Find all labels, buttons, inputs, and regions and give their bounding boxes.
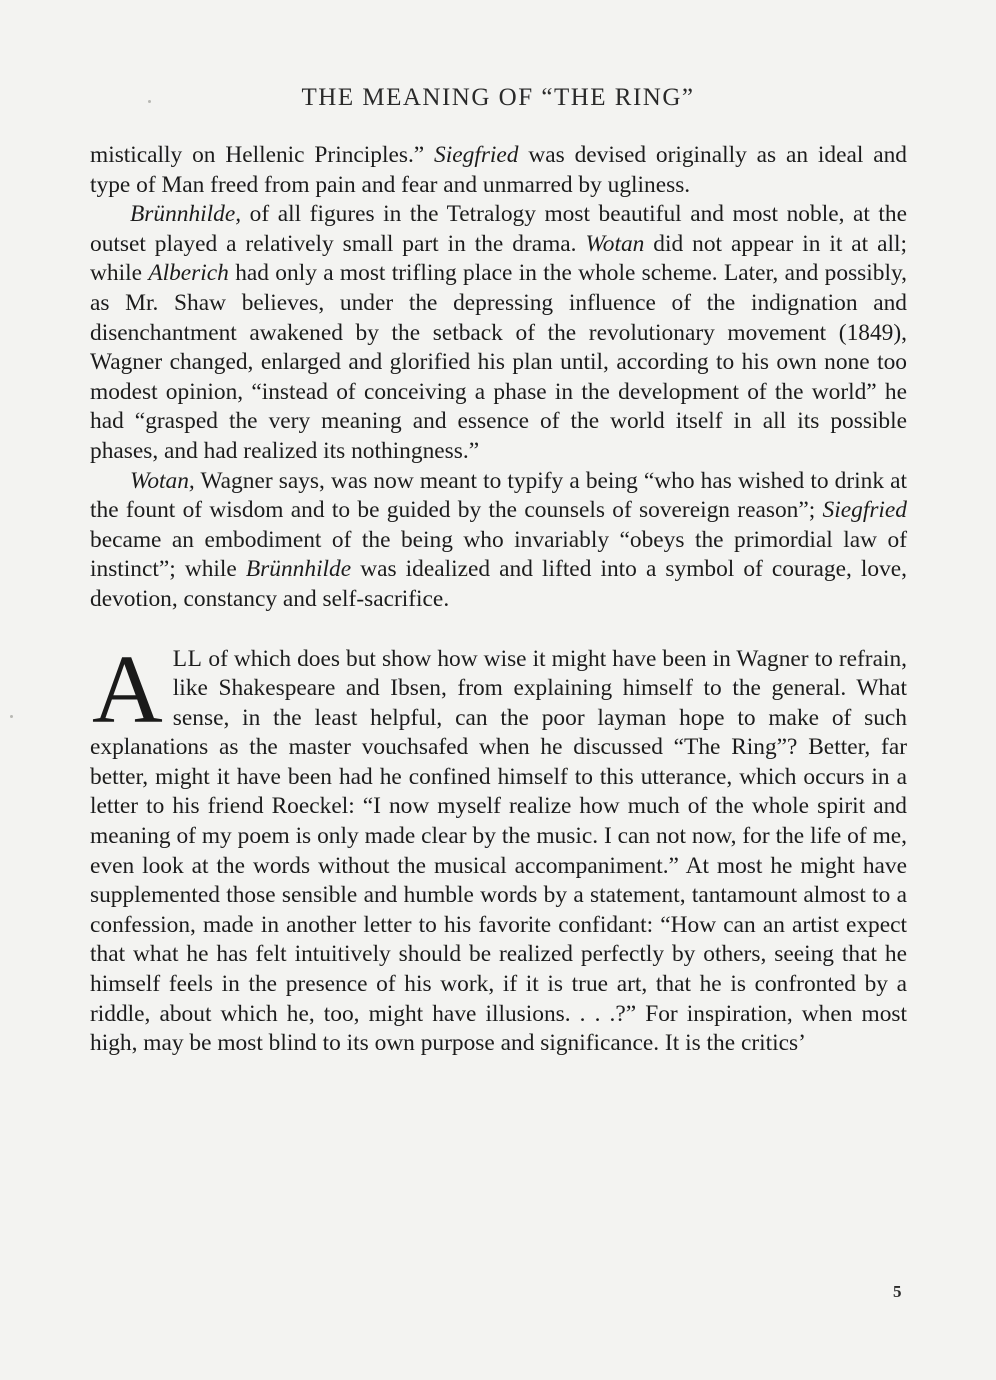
lead-in-caps: LL xyxy=(172,645,203,672)
body-text xyxy=(90,141,907,1059)
running-head: THE MEANING OF “THE RING” xyxy=(301,84,695,111)
emphasis-siegfried: Siegfried xyxy=(434,142,519,168)
paper-speck xyxy=(10,715,13,718)
emphasis-siegfried: Siegfried xyxy=(822,497,907,524)
drop-cap: A xyxy=(92,635,163,744)
emphasis-wotan: Wotan, xyxy=(130,467,195,494)
emphasis-alberich: Alberich xyxy=(148,260,229,287)
paragraph-4: ALL of which does but show how wise it might have been in Wagner to refrain, like Shakespeare and Ibsen, from explaining himself to the general. What sense, in the least helpful, can the poor layman hope to make of such explanations as the master vouchsafed when he discussed “The Ring”? Better, far better, might it have been had he confined himself to this utterance, which occurs in a letter to his friend Roeckel: “I now myself realize how much of the whole spirit and meaning of my poem is only made clear by the music. I can not now, for the life of me, even look at the words without the musical accompaniment.” At most he might have supplemented those sensible and humble words by a statement, tantamount almost to a confession, made in another letter to his favorite confidant: “How can an artist expect that what he has felt intuitively should be realized perfectly by others, seeing that he himself feels in the presence of his work, if it is true art, that he is confronted by a riddle, about which he, too, might have illusions. . . .?” For inspiration, when most high, may be most blind to its own purpose and significance. It is the critics’ xyxy=(90,635,907,1057)
page-number: 5 xyxy=(893,1282,902,1301)
paragraph-2: Brünnhilde, of all figures in the Tetralogy most beautiful and most noble, at the outset played a relatively small part in the drama. Wotan did not appear in it at all; while Alberich had only a most trifling place in the whole scheme. Later, and possibly, as Mr. Shaw believes, under the depressing influence of the indignation and disenchantment awakened by the setback of the revolutionary movement (1849), Wagner changed, enlarged and glorified his plan until, according to his own none too modest opinion, “instead of conceiving a phase in the development of the world” he had “grasped the very meaning and essence of the world itself in all its possible phases, and had realized its nothingness.” xyxy=(90,201,907,464)
paragraph-1: mistically on Hellenic Principles.” Siegfried was devised originally as an ideal and type of Man freed from pain and fear and unmarred by ugliness. xyxy=(90,142,907,198)
paragraph-3: Wotan, Wagner says, was now meant to typify a being “who has wished to drink at the fount of wisdom and to be guided by the counsels of sovereign reason”; Siegfried became an embodiment of the being who invariably “obeys the primordial law of instinct”; while Brünnhilde was idealized and lifted into a symbol of courage, love, devotion, constancy and self-sacrifice. xyxy=(90,467,907,612)
emphasis-brunnhilde: Brünnhilde xyxy=(245,556,352,583)
emphasis-brunnhilde: Brünnhilde, xyxy=(130,201,242,228)
emphasis-wotan: Wotan xyxy=(585,230,645,257)
